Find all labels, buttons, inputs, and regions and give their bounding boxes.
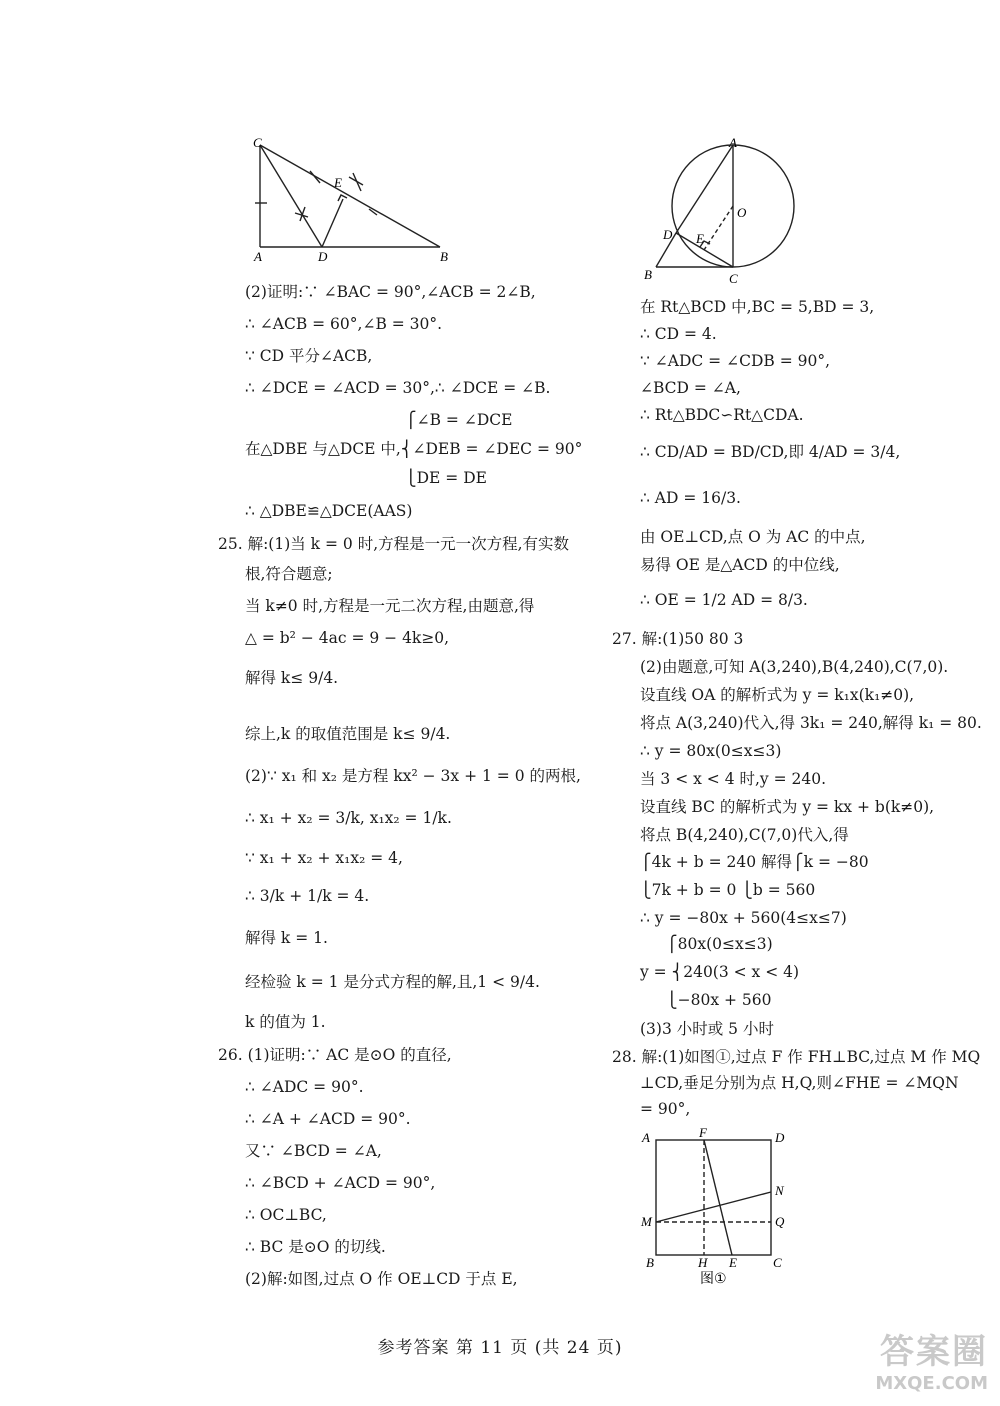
left-line: ∵ CD 平分∠ACB, [245,347,373,365]
left-line: k 的值为 1. [245,1013,326,1031]
fig3-label-c: C [773,1255,782,1270]
figure-triangle [245,135,460,265]
right-line: ∴ CD = 4. [640,325,717,343]
fig1-label-c: C [253,135,262,150]
fig3-label-m: M [641,1214,652,1229]
fig3-label-h: H [698,1255,708,1270]
right-line: ∴ y = −80x + 560(4≤x≤7) [640,909,847,927]
figure-square [636,1125,796,1300]
right-line: = 90°, [640,1100,691,1118]
left-line: ∴ ∠DCE = ∠ACD = 30°,∴ ∠DCE = ∠B. [245,379,551,397]
left-line: ∴ ∠A + ∠ACD = 90°. [245,1110,411,1128]
left-line: ∵ x₁ + x₂ + x₁x₂ = 4, [245,849,403,867]
left-line: 当 k≠0 时,方程是一元二次方程,由题意,得 [245,597,535,615]
watermark-url: MXQE.COM [875,1373,988,1394]
left-line: 25. 解:(1)当 k = 0 时,方程是一元一次方程,有实数 [218,535,570,553]
left-line: ∴ ∠ADC = 90°. [245,1078,364,1096]
left-line: ⎩DE = DE [405,469,487,487]
watermark-logo-text: 答案圈 [880,1332,988,1372]
left-line: 根,符合题意; [245,565,333,583]
right-line: (3)3 小时或 5 小时 [640,1020,774,1038]
left-line: 综上,k 的取值范围是 k≤ 9/4. [245,725,451,743]
right-line: 将点 B(4,240),C(7,0)代入,得 [640,826,849,844]
right-line: 在 Rt△BCD 中,BC = 5,BD = 3, [640,298,875,316]
left-line: 解得 k = 1. [245,929,328,947]
fig2-label-c: C [729,271,738,285]
fig2-label-b: B [644,267,652,282]
right-line: ∵ ∠ADC = ∠CDB = 90°, [640,352,831,370]
fig3-label-q: Q [775,1214,785,1229]
page-footer: 参考答案 第 11 页 (共 24 页) [377,1338,623,1358]
left-line: ⎧∠B = ∠DCE [405,411,513,429]
fig1-label-e: E [334,175,342,190]
right-line: 当 3 < x < 4 时,y = 240. [640,770,827,788]
right-line: ∠BCD = ∠A, [640,379,741,397]
right-line: ∴ y = 80x(0≤x≤3) [640,742,782,760]
left-line: ∴ BC 是⊙O 的切线. [245,1238,386,1256]
right-line: 由 OE⊥CD,点 O 为 AC 的中点, [640,528,866,546]
fig3-label-n: N [775,1183,784,1198]
fig2-label-d: D [663,227,673,242]
right-line: 28. 解:(1)如图①,过点 F 作 FH⊥BC,过点 M 作 MQ [612,1048,981,1066]
fig2-label-o: O [737,205,747,220]
left-line: (2)证明:∵ ∠BAC = 90°,∠ACB = 2∠B, [245,283,536,301]
right-line: ∴ AD = 16/3. [640,489,741,507]
left-line: ∴ OC⊥BC, [245,1206,327,1224]
right-line: (2)由题意,可知 A(3,240),B(4,240),C(7,0). [640,658,949,676]
right-line: ⎩−80x + 560 [666,991,772,1009]
right-line: ⊥CD,垂足分别为点 H,Q,则∠FHE = ∠MQN [640,1074,959,1092]
right-line: ⎧4k + b = 240 解得⎧k = −80 [640,853,869,871]
left-line: 解得 k≤ 9/4. [245,669,339,687]
fig1-label-d: D [318,249,328,264]
fig3-label-e: E [729,1255,737,1270]
fig2-label-a: A [729,135,737,150]
left-line: 在△DBE 与△DCE 中,⎨∠DEB = ∠DEC = 90° [245,440,583,458]
figure-circle [638,135,798,285]
right-line: ⎩7k + b = 0 ⎩b = 560 [640,881,816,899]
left-line: ∴ x₁ + x₂ = 3/k, x₁x₂ = 1/k. [245,809,452,827]
right-line: ∴ CD/AD = BD/CD,即 4/AD = 3/4, [640,443,901,461]
fig1-label-b: B [440,249,448,264]
left-line: (2)∵ x₁ 和 x₂ 是方程 kx² − 3x + 1 = 0 的两根, [245,767,581,785]
right-line: ∴ Rt△BDC∽Rt△CDA. [640,406,804,424]
left-line: ∴ ∠ACB = 60°,∠B = 30°. [245,315,443,333]
right-line: 设直线 BC 的解析式为 y = kx + b(k≠0), [640,798,935,816]
left-line: 经检验 k = 1 是分式方程的解,且,1 < 9/4. [245,973,540,991]
left-line: ∴ 3/k + 1/k = 4. [245,887,370,905]
left-line: 26. (1)证明:∵ AC 是⊙O 的直径, [218,1046,452,1064]
fig3-label-a: A [642,1130,650,1145]
fig2-label-e: E [696,231,704,246]
fig3-label-f: F [699,1125,707,1140]
right-line: 27. 解:(1)50 80 3 [612,630,744,648]
right-line: 将点 A(3,240)代入,得 3k₁ = 240,解得 k₁ = 80. [640,714,982,732]
right-line: y = ⎨240(3 < x < 4) [640,963,800,981]
left-line: ∴ ∠BCD + ∠ACD = 90°, [245,1174,436,1192]
left-line: △ = b² − 4ac = 9 − 4k≥0, [245,629,450,647]
right-line: ⎧80x(0≤x≤3) [666,935,773,953]
right-line: ∴ OE = 1/2 AD = 8/3. [640,591,808,609]
fig3-label-b: B [646,1255,654,1270]
fig3-caption: 图① [700,1271,727,1287]
watermark [875,1324,988,1394]
left-line: (2)解:如图,过点 O 作 OE⊥CD 于点 E, [245,1270,518,1288]
fig1-label-a: A [254,249,262,264]
left-line: 又∵ ∠BCD = ∠A, [245,1142,382,1160]
fig3-label-d: D [775,1130,785,1145]
right-line: 设直线 OA 的解析式为 y = k₁x(k₁≠0), [640,686,915,704]
left-line: ∴ △DBE≌△DCE(AAS) [245,502,413,520]
right-line: 易得 OE 是△ACD 的中位线, [640,556,840,574]
